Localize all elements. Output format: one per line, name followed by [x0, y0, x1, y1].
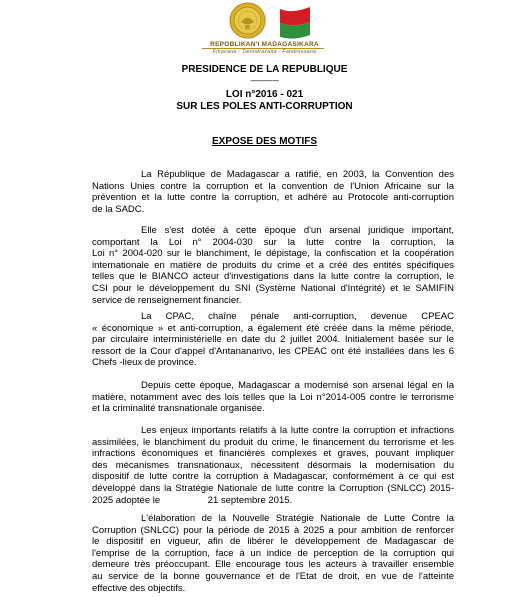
paragraph-line: telles que le BIANCO acteur d'investigations dans la lutte contre la corruption, le [92, 271, 454, 283]
presidency-heading: PRESIDENCE DE LA REPUBLIQUE [181, 64, 348, 75]
paragraph-line: Loi n° 2004-020 sur le blanchiment, le dépistage, la confiscation et la coopération [92, 248, 454, 260]
paragraph-line: Les enjeux importants relatifs à la lutte contre la corruption et infractions [141, 425, 454, 436]
paragraph-line: Chefs -lieux de province. [92, 357, 197, 369]
paragraph-line: Nations Unies contre la corruption et la convention de l'Union Africaine sur la [92, 180, 454, 192]
paragraph-line: le dispositif en vigueur, afin de libérer le développement de Madagascar de [92, 536, 454, 548]
paragraph-line: Elle s'est dotée à cette époque d'un arsenal juridique important, [141, 225, 454, 236]
paragraph-line: prévention et la lutte contre la corruption, et adhéré au Protocole anti-corruption [92, 192, 454, 204]
madagascar-flag-icon [264, 4, 312, 40]
law-number: LOI n°2016 - 021 [225, 89, 304, 100]
heading-separator: ------------- [250, 76, 279, 85]
paragraph-line: développé dans la Stratégie Nationale de lutte contre la Corruption (SNLCC) 2015- [92, 482, 454, 494]
paragraph-line: 2025 adoptée le 21 septembre 2015. [92, 494, 293, 506]
republic-name: REPOBLIKAN'I MADAGASIKARA [210, 41, 319, 48]
paragraph-1 [92, 169, 454, 215]
paragraph-line: de la SADC. [92, 203, 145, 215]
paragraph-line: assimilées, le blanchiment du produit du crime, le financement du terrorisme et les [92, 436, 454, 448]
paragraph-line: service de renseignement financier. [92, 294, 242, 306]
paragraph-line: dispositif de lutte contre la corruption à Madagascar, conformément à ce qui est [92, 471, 454, 483]
paragraph-line: CSI pour le développement du SNI (Système National d'Intégrité) et le SAMIFIN [92, 282, 454, 294]
paragraph-line: par circulaire interministérielle en date du 2 juillet 2004. Initialement basée sur le [92, 334, 454, 346]
paragraph-line: ressort de la Cour d'appel d'Antananarivo, les CPEAC ont été installées dans les 6 [92, 345, 454, 357]
section-title: EXPOSE DES MOTIFS [211, 136, 318, 147]
paragraph-line: Corruption (SNLCC) pour la période de 2015 à 2025 a pour ambition de renforcer [92, 524, 454, 536]
paragraph-line: matière, notamment avec des lois telles que la Loi n°2014-005 contre le terrorisme [92, 391, 454, 403]
paragraph-line: effective des objectifs. [92, 582, 186, 594]
paragraph-line: L'élaboration de la Nouvelle Stratégie Nationale de Lutte Contre la [141, 513, 454, 524]
paragraph-line: La CPAC, chaîne pénale anti-corruption, devenue CPEAC [141, 311, 454, 322]
paragraph-line: « économique » et anti-corruption, a également été créée dans la même période, [92, 322, 454, 334]
paragraph-line: internationale en matière de produits du crime et a créé des entités spécifiques [92, 259, 454, 271]
letterhead [0, 0, 529, 58]
paragraph-line: infractions économiques et financières complexes et graves, pouvant impliquer [92, 448, 454, 460]
paragraph-4 [92, 380, 454, 415]
republic-motto: Fitiavana - Tanindrazana - Fandrosoana [212, 48, 317, 55]
paragraph-line: demeure très préoccupant. Elle encourage tous les acteurs à travailler ensemble [92, 559, 454, 571]
paragraph-2 [92, 225, 454, 306]
paragraph-line: Depuis cette époque, Madagascar a modernisé son arsenal légal en la [141, 380, 454, 391]
national-seal-icon [229, 2, 266, 39]
paragraph-6 [92, 513, 454, 594]
paragraph-line: l'emprise de la corruption, face à un indice de perception de la corruption qui [92, 547, 454, 559]
paragraph-line: La République de Madagascar a ratifié, en 2003, la Convention des [141, 169, 454, 180]
law-subject: SUR LES POLES ANTI-CORRUPTION [176, 101, 353, 112]
paragraph-3 [92, 311, 454, 369]
paragraph-line: et la criminalité transnationale organisée. [92, 403, 265, 415]
paragraph-line: comportant la Loi n° 2004-030 sur la lutte contre la corruption, la [92, 236, 454, 248]
paragraph-5 [92, 425, 454, 506]
paragraph-line: au service de la bonne gouvernance et de l'Etat de droit, en vue de l'atteinte [92, 570, 454, 582]
paragraph-line: des mécanismes transnationaux, nécessitent désormais la modernisation du [92, 459, 454, 471]
